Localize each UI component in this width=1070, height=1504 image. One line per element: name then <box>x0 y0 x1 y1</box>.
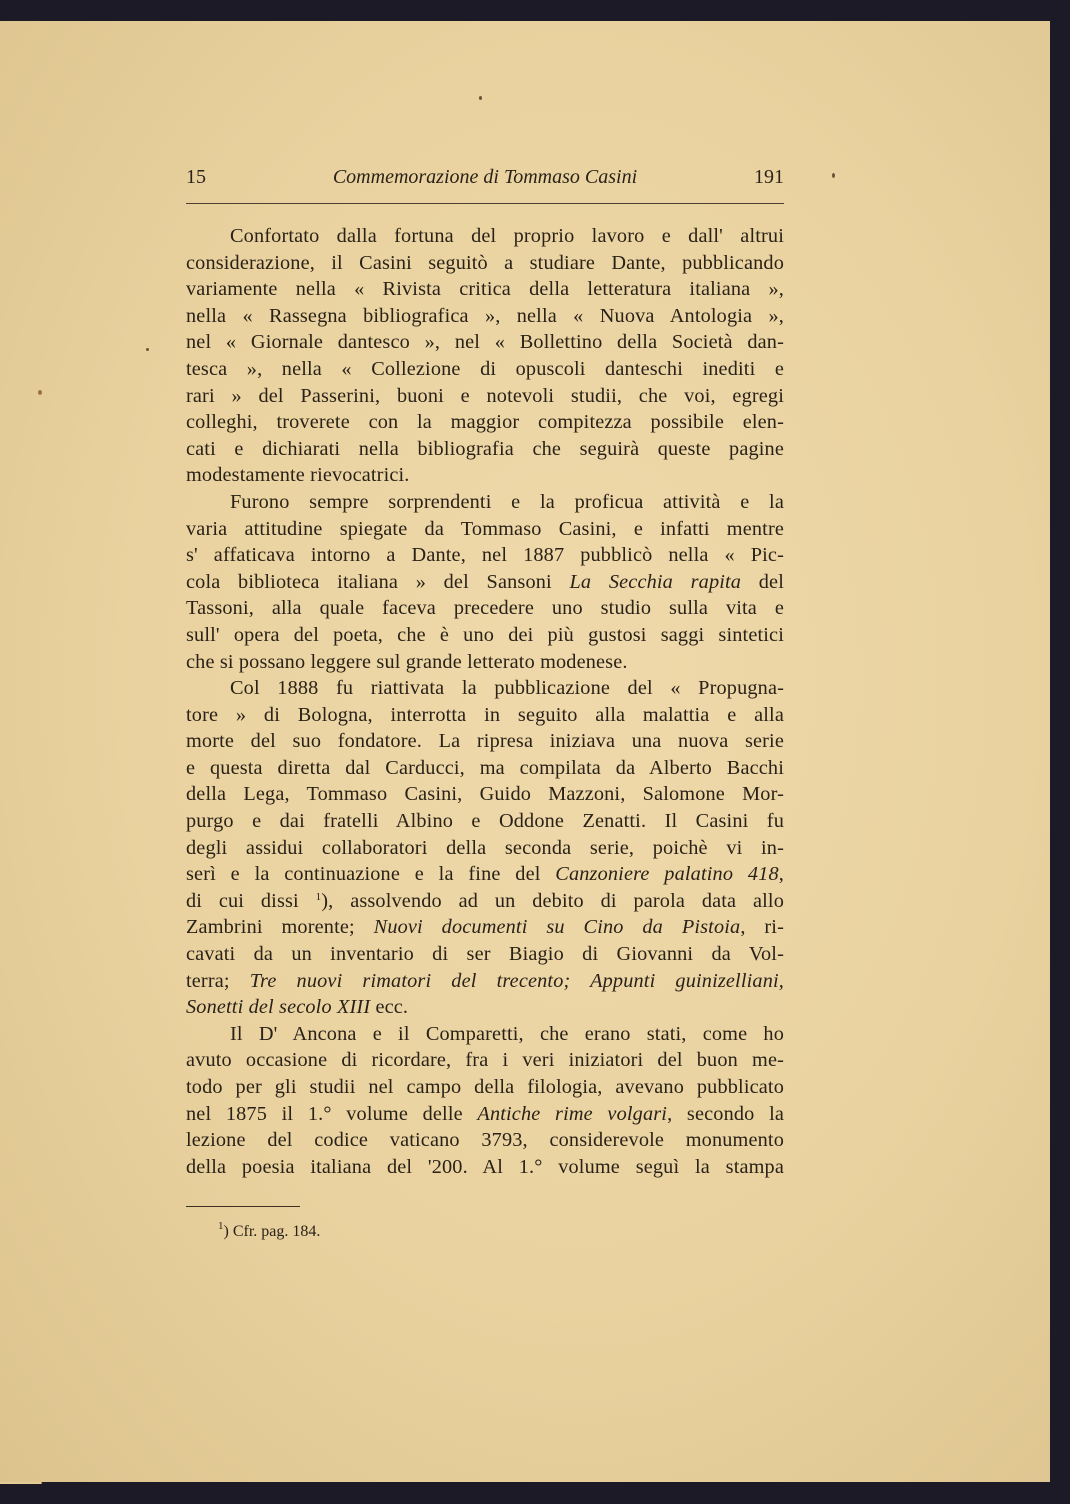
italic-title: Canzoniere palatino 418 <box>555 863 779 886</box>
text-segment: Confortato dalla fortuna del proprio lavoro e dall' altrui <box>230 225 784 247</box>
italic-title: Antiche rime volgari <box>477 1102 668 1125</box>
text-line <box>186 1127 784 1154</box>
text-segment: Tassoni, alla quale faceva precedere uno studio sulla vita e <box>186 597 784 620</box>
text-segment: che si possano leggere sul grande letterato modenese. <box>186 650 628 673</box>
text-line <box>186 968 784 995</box>
italic-title: Tre nuovi rimatori del trecento; Appunti guinizelliani, <box>249 969 784 992</box>
text-segment: colleghi, troverete con la maggior compitezza possibile elen- <box>186 411 784 434</box>
text-line <box>186 223 784 250</box>
body-text <box>186 223 784 1180</box>
text-line <box>186 329 784 356</box>
text-line <box>186 489 784 516</box>
text-segment: Il D' Ancona e il Comparetti, che erano stati, come ho <box>230 1022 784 1045</box>
text-line <box>186 1047 784 1074</box>
text-line <box>186 1101 784 1128</box>
text-segment: nel « Giornale dantesco », nel « Bollettino della Società dan- <box>186 331 784 354</box>
italic-title: Nuovi documenti su Cino da Pistoia <box>373 916 741 939</box>
footnote-reference: 1 <box>315 890 322 903</box>
paragraph <box>186 489 784 675</box>
text-line <box>186 250 784 277</box>
text-segment: della Lega, Tommaso Casini, Guido Mazzoni, Salomone Mor- <box>186 783 784 806</box>
text-segment: , secondo la <box>667 1102 784 1125</box>
paper-speck <box>38 390 42 395</box>
text-segment: serì e la continuazione e la fine del <box>186 863 556 886</box>
text-segment: nel 1875 il 1.° volume delle <box>186 1102 478 1125</box>
text-line <box>186 409 784 436</box>
text-segment: del <box>741 570 784 593</box>
text-line <box>186 356 784 383</box>
text-line <box>186 755 784 782</box>
italic-title: La Secchia rapita <box>569 570 742 593</box>
text-segment: tesca », nella « Collezione di opuscoli danteschi inediti e <box>186 357 784 380</box>
page-content <box>186 162 784 1243</box>
paper-speck <box>832 173 835 178</box>
text-line <box>186 1154 784 1181</box>
text-line <box>186 728 784 755</box>
text-segment: Col 1888 fu riattivata la pubblicazione del « Propugna- <box>230 677 784 700</box>
text-line <box>186 383 784 410</box>
text-segment: , <box>778 863 784 886</box>
text-line <box>186 516 784 543</box>
footnote-text: ) Cfr. pag. 184. <box>223 1223 321 1241</box>
paragraph <box>186 675 784 1021</box>
text-line <box>186 462 784 489</box>
text-segment: rari » del Passerini, buoni e notevoli studii, che voi, egregi <box>186 384 784 407</box>
text-segment: e questa diretta dal Carducci, ma compilata da Alberto Bacchi <box>186 756 784 779</box>
text-segment: degli assidui collaboratori della seconda serie, poichè vi in- <box>186 836 784 859</box>
text-segment: s' affaticava intorno a Dante, nel 1887 pubblicò nella « Pic- <box>186 544 784 567</box>
text-line <box>186 914 784 941</box>
italic-title: Sonetti del secolo XIII <box>186 996 371 1019</box>
text-segment: varia attitudine spiegate da Tommaso Casini, e infatti mentre <box>186 517 784 540</box>
footnote <box>186 1221 784 1243</box>
footnote-marker: 1 <box>218 1220 224 1233</box>
text-line <box>186 702 784 729</box>
chapter-number: 15 <box>186 166 206 188</box>
text-segment: cati e dichiarati nella bibliografia che seguirà queste pagine <box>186 437 784 460</box>
paragraph <box>186 1021 784 1181</box>
text-segment: avuto occasione di ricordare, fra i veri iniziatori del buon me- <box>186 1049 784 1072</box>
text-line <box>186 675 784 702</box>
text-segment: lezione del codice vaticano 3793, considerevole monumento <box>186 1129 784 1152</box>
text-line <box>186 994 784 1021</box>
text-segment: cavati da un inventario di ser Biagio di Giovanni da Vol- <box>186 943 784 966</box>
text-line <box>186 808 784 835</box>
text-line <box>186 276 784 303</box>
running-head <box>186 162 784 192</box>
text-segment: Furono sempre sorprendenti e la proficua attività e la <box>230 490 784 513</box>
paragraph <box>186 223 784 489</box>
text-line <box>186 888 784 915</box>
text-line <box>186 1021 784 1048</box>
text-segment: ecc. <box>370 996 409 1019</box>
text-segment: sull' opera del poeta, che è uno dei più gustosi saggi sintetici <box>186 623 784 646</box>
header-rule <box>186 203 784 204</box>
text-line <box>186 436 784 463</box>
text-segment: Zambrini morente; <box>186 916 374 939</box>
text-segment: morte del suo fondatore. La ripresa iniziava una nuova serie <box>186 730 784 753</box>
text-line <box>186 781 784 808</box>
text-segment: modestamente rievocatrici. <box>186 464 410 487</box>
text-line <box>186 649 784 676</box>
text-segment: considerazione, il Casini seguitò a studiare Dante, pubblicando <box>186 251 784 274</box>
text-segment: cola biblioteca italiana » del Sansoni <box>186 570 570 593</box>
footnote-rule <box>186 1206 300 1207</box>
text-line <box>186 569 784 596</box>
text-segment: todo per gli studii nel campo della filologia, avevano pubblicato <box>186 1076 784 1098</box>
text-line <box>186 303 784 330</box>
text-line <box>186 595 784 622</box>
text-segment: purgo e dai fratelli Albino e Oddone Zenatti. Il Casini fu <box>186 810 784 833</box>
paper-speck <box>146 348 149 351</box>
text-segment: ), assolvendo ad un debito di parola data allo <box>321 889 784 912</box>
text-line <box>186 1074 784 1101</box>
text-segment: tore » di Bologna, interrotta in seguito alla malattia e alla <box>186 703 784 726</box>
paper-speck <box>479 96 482 100</box>
text-line <box>186 622 784 649</box>
text-segment: terra; <box>186 969 250 992</box>
text-segment: variamente nella « Rivista critica della letteratura italiana », <box>186 278 784 301</box>
text-line <box>186 835 784 862</box>
text-line <box>186 941 784 968</box>
text-line <box>186 861 784 888</box>
running-title: Commemorazione di Tommaso Casini <box>332 166 638 188</box>
text-line <box>186 542 784 569</box>
text-segment: , ri- <box>740 916 784 939</box>
text-segment: di cui dissi <box>186 889 316 912</box>
text-segment: nella « Rassegna bibliografica », nella « Nuova Antologia », <box>186 304 784 327</box>
text-segment: della poesia italiana del '200. Al 1.° volume seguì la stampa <box>186 1155 784 1178</box>
page-number: 191 <box>754 166 784 188</box>
